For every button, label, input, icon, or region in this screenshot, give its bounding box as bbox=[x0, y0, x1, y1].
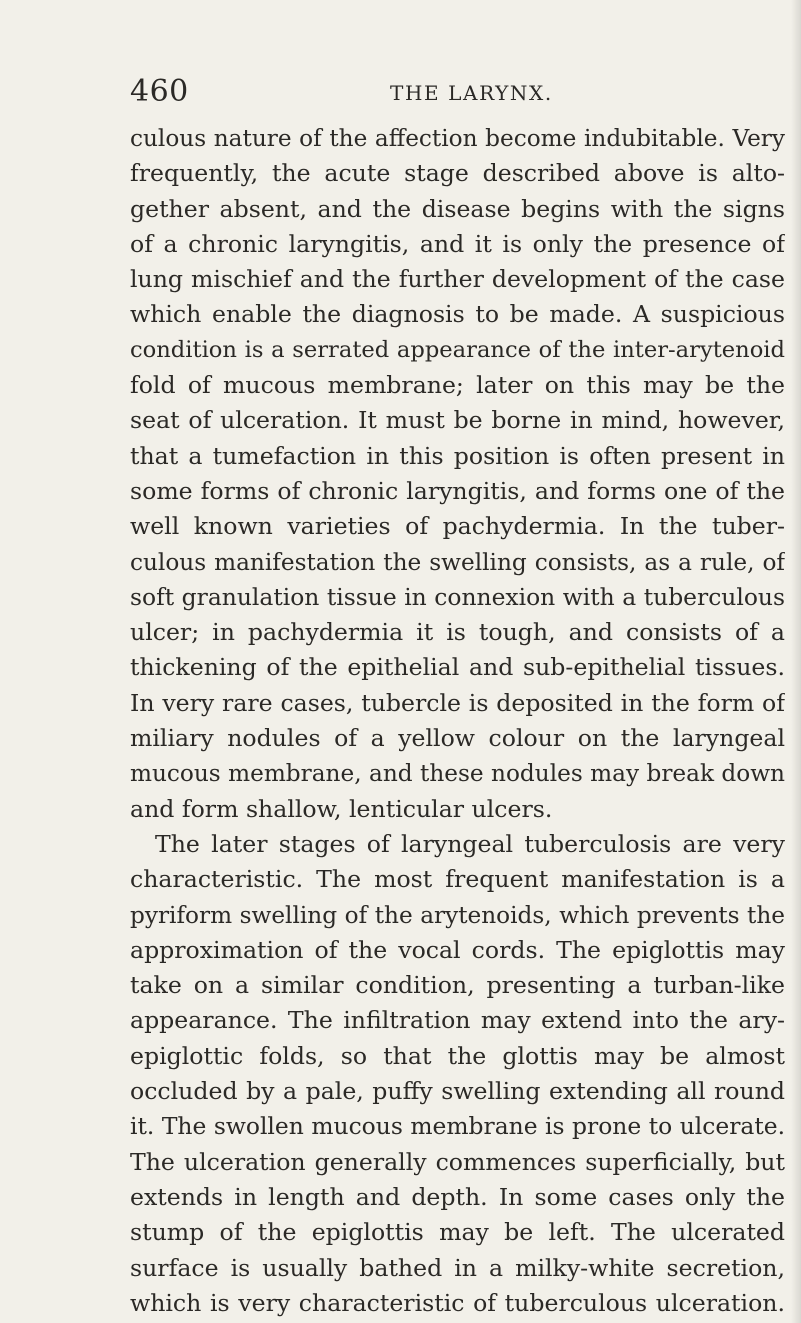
text-line: stump of the epiglottis may be left. The ulcerated bbox=[130, 1218, 785, 1247]
text-line: extends in length and depth. In some cases only the bbox=[130, 1182, 785, 1211]
text-line: well known varieties of pachydermia. In the tuber- bbox=[130, 512, 785, 541]
text-line: characteristic. The most frequent manifestation is a bbox=[130, 865, 785, 894]
text-line: ulcer; in pachydermia it is tough, and consists of a bbox=[130, 618, 785, 647]
running-head bbox=[130, 72, 785, 112]
paragraph-first-line: The later stages of laryngeal tuberculosis are very bbox=[155, 829, 785, 858]
text-line: frequently, the acute stage described above is alto- bbox=[130, 159, 785, 188]
text-line: of a chronic laryngitis, and it is only the presence of bbox=[130, 229, 785, 258]
text-line: culous manifestation the swelling consists, as a rule, of bbox=[130, 548, 785, 576]
text-line: that a tumefaction in this position is often present in bbox=[130, 441, 785, 470]
text-line: which is very characteristic of tuberculous ulceration. bbox=[130, 1288, 785, 1317]
text-line: epiglottic folds, so that the glottis may be almost bbox=[130, 1041, 785, 1070]
text-line: some forms of chronic laryngitis, and forms one of the bbox=[130, 476, 785, 505]
page-number: 460 bbox=[130, 74, 189, 109]
text-line: fold of mucous membrane; later on this may be the bbox=[130, 371, 785, 400]
text-line: miliary nodules of a yellow colour on the laryngeal bbox=[130, 724, 785, 753]
body-text bbox=[130, 121, 785, 1321]
text-line: condition is a serrated appearance of the inter-arytenoid bbox=[130, 336, 785, 363]
page-edge-shadow bbox=[791, 0, 801, 1323]
text-line: seat of ulceration. It must be borne in mind, however, bbox=[130, 406, 785, 435]
text-line: culous nature of the affection become indubitable. Very bbox=[130, 125, 785, 152]
running-title: THE LARYNX. bbox=[390, 81, 553, 105]
text-line: approximation of the vocal cords. The epiglottis may bbox=[130, 935, 785, 964]
text-line: In very rare cases, tubercle is deposited in the form of bbox=[130, 688, 785, 717]
text-line: occluded by a pale, puffy swelling extending all round bbox=[130, 1077, 785, 1106]
text-line: appearance. The infiltration may extend into the ary- bbox=[130, 1006, 785, 1035]
text-line: gether absent, and the disease begins with the signs bbox=[130, 194, 785, 223]
text-line: mucous membrane, and these nodules may break down bbox=[130, 760, 785, 788]
text-line: it. The swollen mucous membrane is prone to ulcerate. bbox=[130, 1112, 785, 1141]
text-line: surface is usually bathed in a milky-white secretion, bbox=[130, 1253, 785, 1282]
text-line: which enable the diagnosis to be made. A suspicious bbox=[130, 300, 785, 329]
text-line: soft granulation tissue in connexion with a tuberculous bbox=[130, 582, 785, 611]
text-line: thickening of the epithelial and sub-epithelial tissues. bbox=[130, 653, 785, 682]
paragraph-end-line: and form shallow, lenticular ulcers. bbox=[130, 794, 553, 823]
text-line: lung mischief and the further development of the case bbox=[130, 265, 785, 294]
text-line: The ulceration generally commences superficially, but bbox=[130, 1147, 785, 1176]
text-line: pyriform swelling of the arytenoids, which prevents the bbox=[130, 901, 785, 929]
text-line: take on a similar condition, presenting a turban-like bbox=[130, 971, 785, 1000]
